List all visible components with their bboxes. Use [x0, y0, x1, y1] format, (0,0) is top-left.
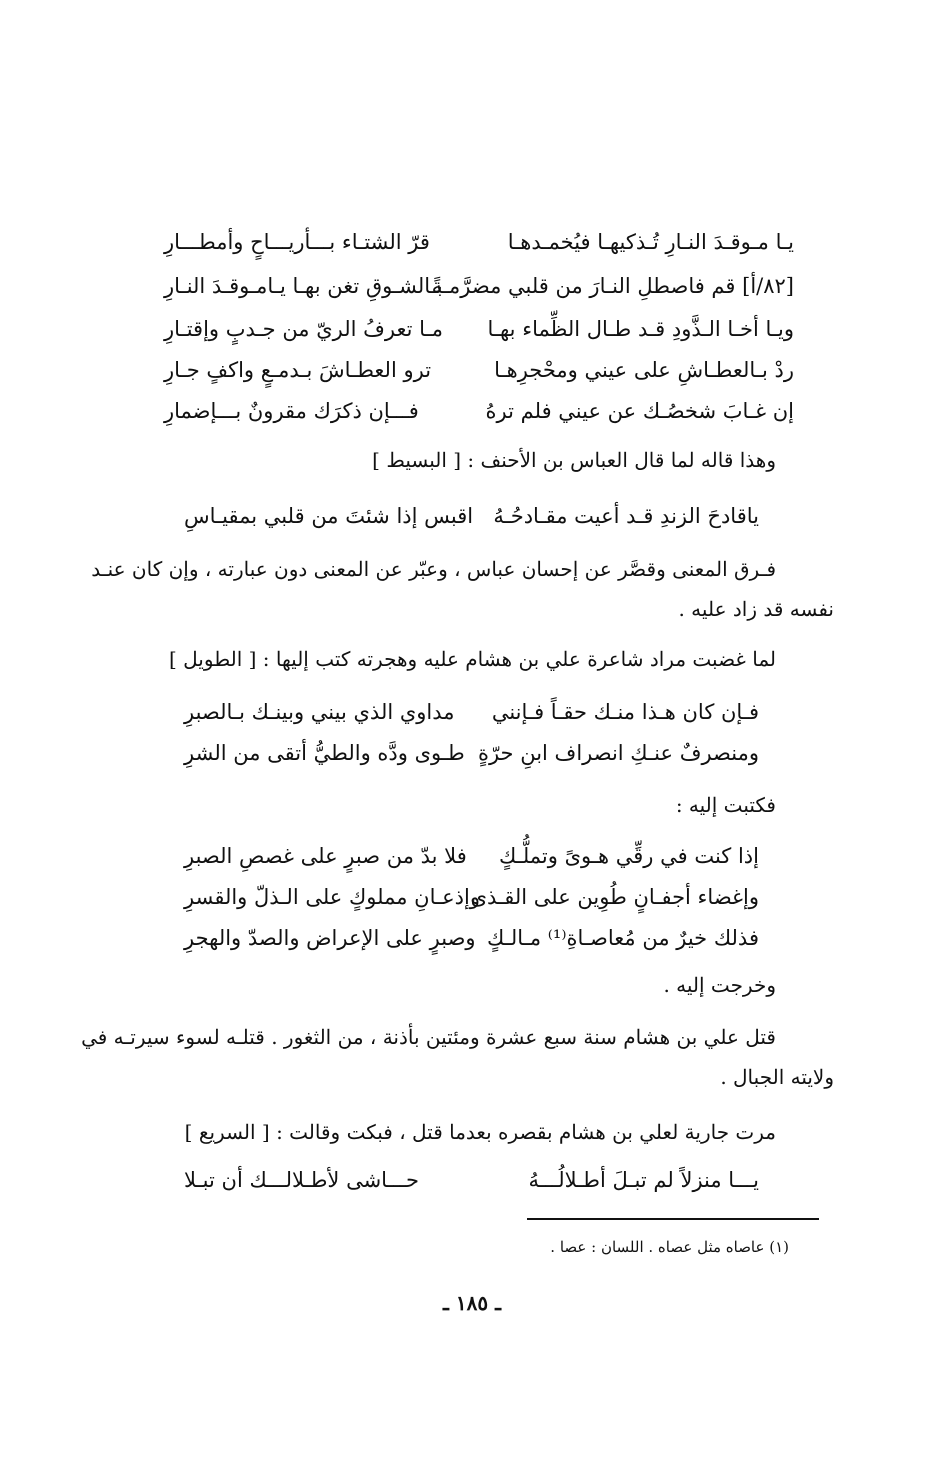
verse-hemistich-left: فـــإن ذكرَك مقرونٌ بـــإضمارِ: [164, 399, 419, 423]
verse-line: [184, 836, 759, 876]
verse-line: [184, 733, 759, 773]
verse-hemistich-left: مـا تعرفُ الريّ من جـدبٍ وإقتـارِ: [164, 317, 443, 341]
verse-hemistich-left: وصبرٍ على الإعراض والصدّ والهجرِ: [184, 926, 476, 950]
verse-line: [164, 309, 794, 349]
verse-line: [184, 1160, 759, 1200]
verse-hemistich-left: طـوى ودَّه والطيُّ أتقى من الشرِ: [184, 741, 465, 765]
verse-hemistich-left: فلا بدّ من صبرٍ على غصصِ الصبرِ: [184, 844, 467, 868]
prose-paragraph-line: ولايته الجبال .: [720, 1065, 834, 1089]
verse-hemistich-right: فـإن كان هـذا منـك حقـاً فـإنني: [491, 700, 759, 724]
verse-line: [164, 222, 794, 262]
verse-hemistich-left: حـــاشى لأطـلالـــك أن تبـلا: [184, 1168, 420, 1192]
footnote-divider: [527, 1218, 819, 1220]
verse-line: [164, 266, 794, 306]
intro-abbas: وهذا قاله لما قال العباس بن الأحنف : [ البسيط ]: [372, 448, 776, 472]
intro-murad: لما غضبت مراد شاعرة علي بن هشام عليه وهجرته كتب إليها : [ الطويل ]: [168, 647, 776, 671]
verse-line: [164, 391, 794, 431]
went-out: وخرجت إليه .: [663, 973, 776, 997]
wrote-back: فكتبت إليه :: [675, 793, 776, 817]
verse-line: [184, 496, 759, 536]
verse-hemistich-right: يـــا منزلاً لم تبـلَ أطـلالُـــهُ: [528, 1168, 759, 1192]
verse-hemistich-right: يـا مـوقـدَ النـارِ تُـذكيهـا فيُخمـدهـا: [507, 230, 794, 254]
verse-hemistich-left: ترو العطـاشَ بـدمـعٍ واكفٍ جـارِ: [164, 358, 432, 382]
verse-hemistich-right: إذا كنت في رقِّي هـوىً وتملُّـكٍ: [498, 844, 759, 868]
verse-line: [184, 918, 759, 958]
intro-maid: مرت جارية لعلي بن هشام بقصره بعدما قتل ، فبكت وقالت : [ السريع ]: [184, 1120, 776, 1144]
verse-hemistich-right: ردْ بـالعطـاشِ على عيني ومحْجرِهـا: [494, 358, 794, 382]
verse-hemistich-left: اقبس إذا شئتَ من قلبي بمقيـاسِ: [184, 504, 474, 528]
verse-hemistich-right: ياقادحَ الزندِ قـد أعيت مقـادحُـهُ: [493, 504, 759, 528]
verse-hemistich-left: بـالشـوقِ تغن بهـا يـامـوقـدَ النـارِ: [164, 274, 443, 298]
footnote: (١) عاصاه مثل عصاه . اللسان : عصا .: [550, 1238, 789, 1256]
verse-hemistich-left: قرّ الشتـاء بـــأريـــاحٍ وأمطـــارِ: [164, 230, 430, 254]
verse-line: [164, 350, 794, 390]
page-number: ـ ١٨٥ ـ: [443, 1291, 501, 1315]
verse-hemistich-right: إن غـابَ شخصُـك عن عيني فلم ترهُ: [485, 399, 794, 423]
verse-hemistich-right: فذلك خيرٌ من مُعاصـاةِ⁽¹⁾ مـالـكٍ: [487, 926, 759, 950]
verse-line: [184, 877, 759, 917]
prose-paragraph-line: قتل علي بن هشام سنة سبع عشرة ومئتين بأذنة ، من الثغور . قتلـه لسوء سيرتـه في: [81, 1025, 776, 1049]
prose-paragraph-line: فـرق المعنى وقصَّر عن إحسان عباس ، وعبّر عن المعنى دون عبارته ، وإن كان عنـد: [91, 557, 776, 581]
verse-hemistich-left: وإذعـانِ مملوكٍ على الـذلّ والقسرِ: [184, 885, 480, 909]
verse-hemistich-right: [٨٢/أ] قم فاصطلِ النـارَ من قلبي مضرَّمـةً: [431, 274, 794, 298]
verse-hemistich-right: وإغضاء أجفـانٍ طُوِين على القـذى: [470, 885, 759, 909]
prose-paragraph-line: نفسه قد زاد عليه .: [678, 597, 834, 621]
verse-hemistich-right: ومنصرفٌ عنـكِ انصراف ابنِ حرّةٍ: [477, 741, 759, 765]
verse-hemistich-left: مداوي الذي بيني وبينـك بـالصبرِ: [184, 700, 455, 724]
verse-hemistich-right: ويـا أخـا الـذَّودِ قـد طـال الظِّماء بهـا: [487, 317, 794, 341]
verse-line: [184, 692, 759, 732]
